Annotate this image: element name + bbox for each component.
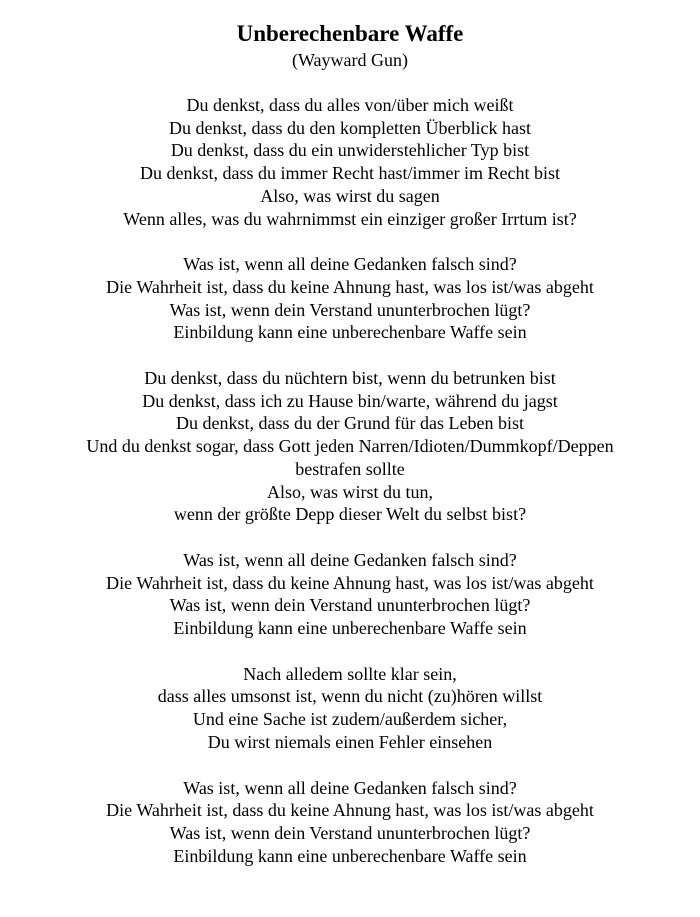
lyric-line: Einbildung kann eine unberechenbare Waffe sein	[173, 322, 527, 343]
lyric-line: Die Wahrheit ist, dass du keine Ahnung hast, was los ist/was abgeht	[106, 276, 594, 297]
stanza-6-chorus	[0, 777, 700, 868]
stanza-4-chorus	[0, 549, 700, 640]
lyric-line: Du denkst, dass du alles von/über mich weißt	[186, 95, 514, 115]
lyric-line: Was ist, wenn all deine Gedanken falsch sind?	[183, 254, 517, 275]
lyric-line: Einbildung kann eine unberechenbare Waffe sein	[173, 618, 527, 639]
lyric-line: Wenn alles, was du wahrnimmst ein einziger großer Irrtum ist?	[123, 208, 577, 229]
stanza-5	[0, 663, 700, 754]
lyric-line: Nach alledem sollte klar sein,	[243, 663, 457, 684]
lyric-line: Du wirst niemals einen Fehler einsehen	[207, 731, 493, 752]
stanza-3	[0, 367, 700, 526]
lyric-line: Und du denkst sogar, dass Gott jeden Narren/Idioten/Dummkopf/Deppen	[86, 436, 614, 457]
lyric-line: bestrafen sollte	[295, 458, 405, 479]
stanza-2-chorus	[0, 253, 700, 344]
lyric-line: Du denkst, dass du nüchtern bist, wenn du betrunken bist	[144, 368, 556, 389]
stanza-1	[0, 94, 700, 230]
lyric-line: Was ist, wenn all deine Gedanken falsch sind?	[183, 777, 517, 798]
lyric-line: Du denkst, dass ich zu Hause bin/warte, während du jagst	[142, 390, 558, 411]
lyric-line: Was ist, wenn dein Verstand ununterbrochen lügt?	[169, 595, 531, 616]
lyric-line: Du denkst, dass du der Grund für das Leben bist	[176, 413, 524, 434]
lyric-line: Die Wahrheit ist, dass du keine Ahnung hast, was los ist/was abgeht	[106, 800, 594, 821]
song-subtitle: (Wayward Gun)	[291, 50, 408, 70]
lyric-line: Also, was wirst du sagen	[260, 185, 440, 206]
lyric-line: Du denkst, dass du immer Recht hast/immer im Recht bist	[140, 163, 560, 184]
lyric-line: Was ist, wenn dein Verstand ununterbrochen lügt?	[169, 299, 531, 320]
lyric-line: wenn der größte Depp dieser Welt du selbst bist?	[173, 504, 527, 525]
song-title: Unberechenbare Waffe	[236, 21, 464, 46]
lyric-line: Du denkst, dass du den kompletten Überblick hast	[169, 117, 531, 138]
lyric-line: Du denkst, dass du ein unwiderstehlicher Typ bist	[170, 140, 530, 161]
lyric-line: Was ist, wenn dein Verstand ununterbrochen lügt?	[169, 822, 531, 843]
lyric-line: Was ist, wenn all deine Gedanken falsch sind?	[183, 549, 517, 570]
lyric-line: Also, was wirst du tun,	[267, 481, 433, 502]
lyric-line: dass alles umsonst ist, wenn du nicht (zu)hören willst	[157, 686, 543, 707]
lyric-line: Einbildung kann eine unberechenbare Waffe sein	[173, 845, 527, 866]
lyric-line: Und eine Sache ist zudem/außerdem sicher,	[192, 709, 508, 730]
lyric-line: Die Wahrheit ist, dass du keine Ahnung hast, was los ist/was abgeht	[106, 572, 594, 593]
